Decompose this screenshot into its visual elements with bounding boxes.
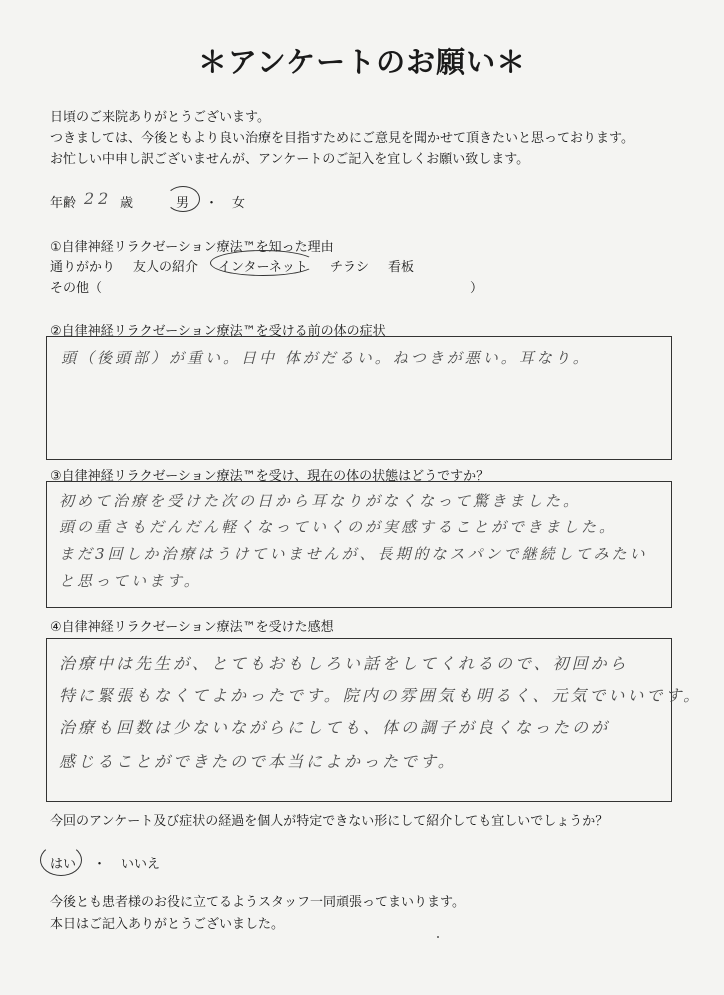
intro-line-1: 日頃のご来院ありがとうございます。: [50, 110, 270, 125]
q1-option-friend[interactable]: 友人の紹介: [133, 260, 199, 275]
closing-line-1: 今後とも患者様のお役に立てるようスタッフ一同頑張ってまいります。: [50, 895, 465, 910]
q3-answer-line-4: と思っています。: [59, 572, 202, 590]
intro-line-2: つきましては、今後ともより良い治療を目指すためにご意見を聞かせて頂きたいと思っております。: [50, 131, 634, 146]
q4-answer-line-1: 治療中は先生が、とてもおもしろい話をしてくれるので、初回から: [59, 654, 629, 673]
q4-answer-line-3: 治療も回数は少ないながらにしても、体の調子が良くなったのが: [59, 718, 611, 737]
q4-question: ④自律神経リラクゼーション療法™を受けた感想: [50, 620, 334, 635]
sex-female-option[interactable]: 女: [232, 196, 246, 211]
q3-answer-line-2: 頭の重さもだんだん軽くなっていくのが実感することができました。: [59, 518, 618, 536]
stray-mark: [437, 936, 439, 938]
q1-option-passing[interactable]: 通りがかり: [50, 260, 116, 275]
q4-answer-line-4: 感じることができたので本当によかったです。: [59, 752, 457, 771]
consent-separator: ・: [93, 857, 107, 872]
q1-option-internet[interactable]: インターネット: [218, 260, 308, 275]
sex-separator: ・: [205, 196, 219, 211]
q1-other-label: その他（: [50, 281, 103, 296]
q4-answer-box[interactable]: [46, 638, 703, 802]
q2-answer-box[interactable]: [46, 336, 672, 460]
q4-answer-line-2: 特に緊張もなくてよかったです。院内の雰囲気も明るく、元気でいいです。: [59, 686, 703, 705]
age-value: 22: [84, 189, 113, 208]
q2-answer: 頭（後頭部）が重い。日中 体がだるい。ねつきが悪い。耳なり。: [61, 349, 591, 367]
consent-question: 今回のアンケート及び症状の経過を個人が特定できない形にして紹介しても宜しいでしょうか？: [50, 814, 609, 829]
consent-yes-option[interactable]: はい: [50, 857, 77, 872]
age-unit: 歳: [120, 196, 134, 211]
q1-option-flyer[interactable]: チラシ: [330, 260, 370, 275]
internet-selection-circle: [210, 250, 316, 276]
sex-male-option[interactable]: 男: [176, 196, 190, 211]
q1-question: ①自律神経リラクゼーション療法™を知った理由: [50, 240, 334, 255]
male-selection-circle: [166, 186, 200, 212]
consent-no-option[interactable]: いいえ: [121, 857, 161, 872]
closing-line-2: 本日はご記入ありがとうございました。: [50, 917, 285, 932]
intro-line-3: お忙しい中申し訳ございませんが、アンケートのご記入を宜しくお願い致します。: [50, 152, 530, 167]
yes-selection-circle: [40, 844, 82, 876]
q2-question: ②自律神経リラクゼーション療法™を受ける前の体の症状: [50, 324, 386, 339]
page-title: ＊アンケートのお願い＊: [197, 45, 527, 79]
q3-answer-line-1: 初めて治療を受けた次の日から耳なりがなくなって驚きました。: [59, 492, 582, 510]
age-label: 年齢: [50, 196, 77, 211]
q3-answer-box[interactable]: [46, 481, 672, 608]
q1-other-close: ）: [470, 281, 484, 296]
q3-answer-line-3: まだ3回しか治療はうけていませんが、長期的なスパンで継続してみたい: [59, 545, 648, 563]
q1-option-signboard[interactable]: 看板: [388, 260, 415, 275]
q3-question: ③自律神経リラクゼーション療法™を受け、現在の体の状態はどうですか？: [50, 469, 490, 484]
